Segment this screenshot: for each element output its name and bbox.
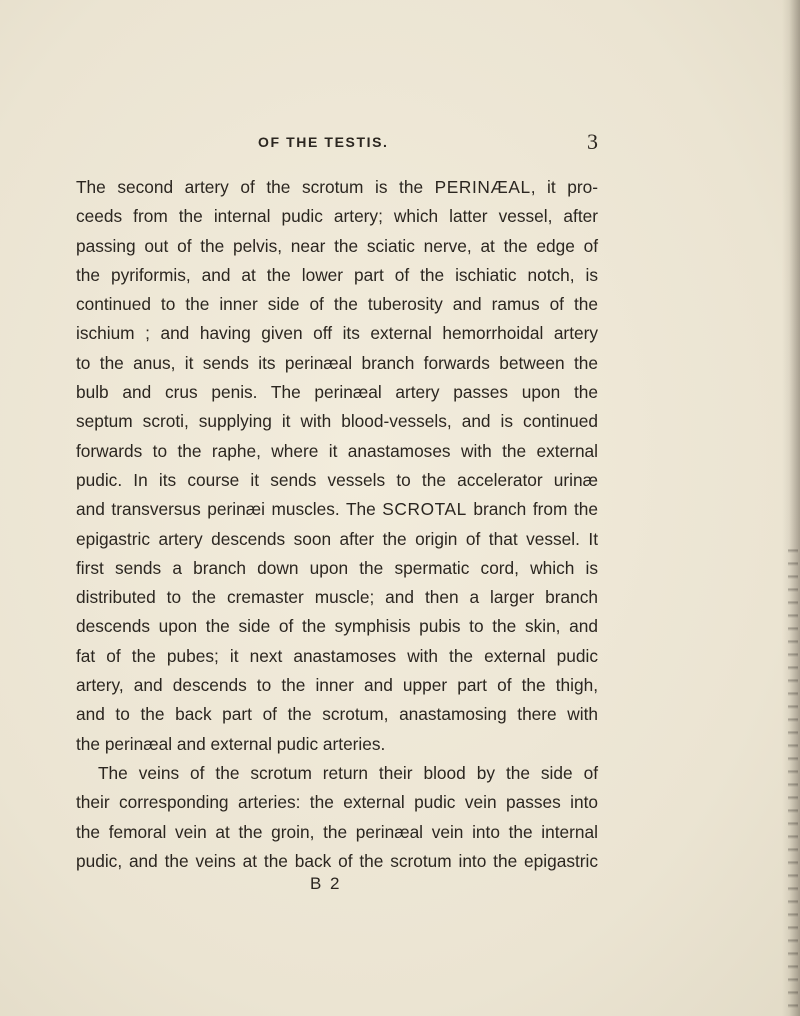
text-line: epigastric artery descends soon after the origin of that vessel. It (76, 528, 598, 549)
text-line: The veins of the scrotum return their blood by the side of (98, 762, 598, 783)
page-number: 3 (587, 129, 598, 154)
text-line: the pyriformis, and at the lower part of the ischiatic notch, is (76, 264, 598, 285)
text-line: distributed to the cremaster muscle; and then a larger branch (76, 587, 598, 608)
text-line: and to the back part of the scrotum, anastamosing there with (76, 704, 598, 725)
text-line: pudic, and the veins at the back of the scrotum into the epigastric (76, 850, 598, 871)
text-line: passing out of the pelvis, near the sciatic nerve, at the edge of (76, 235, 598, 256)
signature-mark: B 2 (310, 874, 342, 893)
page-edge-marks (788, 540, 798, 1016)
text-line: The second artery of the scrotum is the PERINÆAL, it pro- (76, 177, 599, 197)
text-line: septum scroti, supplying it with blood-vessels, and is continued (76, 411, 598, 432)
text-line: first sends a branch down upon the spermatic cord, which is (76, 557, 598, 578)
text-line: ceeds from the internal pudic artery; which latter vessel, after (76, 206, 598, 227)
term-perinaeal: PERINÆAL (434, 177, 531, 197)
text-line: to the anus, it sends its perinæal branch forwards between the (76, 352, 598, 373)
text-line: continued to the inner side of the tuberosity and ramus of the (76, 294, 598, 315)
text-line: their corresponding arteries: the external pudic vein passes into (76, 792, 598, 813)
text-line: the perinæal and external pudic arteries. (76, 733, 386, 754)
text-line: descends upon the side of the symphisis pubis to the skin, and (76, 616, 598, 637)
text-line: forwards to the raphe, where it anastamoses with the external (76, 440, 598, 461)
running-head (258, 129, 598, 158)
body-text (76, 173, 598, 876)
text-line: the femoral vein at the groin, the perinæal vein into the internal (76, 821, 598, 842)
running-head-title: OF THE TESTIS. (258, 134, 389, 150)
text-line: ischium ; and having given off its external hemorrhoidal artery (76, 323, 598, 344)
text-line: bulb and crus penis. The perinæal artery passes upon the (76, 382, 598, 403)
term-scrotal: SCROTAL (382, 499, 467, 520)
text-line: fat of the pubes; it next anastamoses with the external pudic (76, 645, 598, 666)
text-line: and transversus perinæi muscles. The SCROTAL branch from the (76, 499, 598, 520)
text-line: pudic. In its course it sends vessels to the accelerator urinæ (76, 469, 598, 490)
text-line: artery, and descends to the inner and upper part of the thigh, (76, 675, 598, 696)
